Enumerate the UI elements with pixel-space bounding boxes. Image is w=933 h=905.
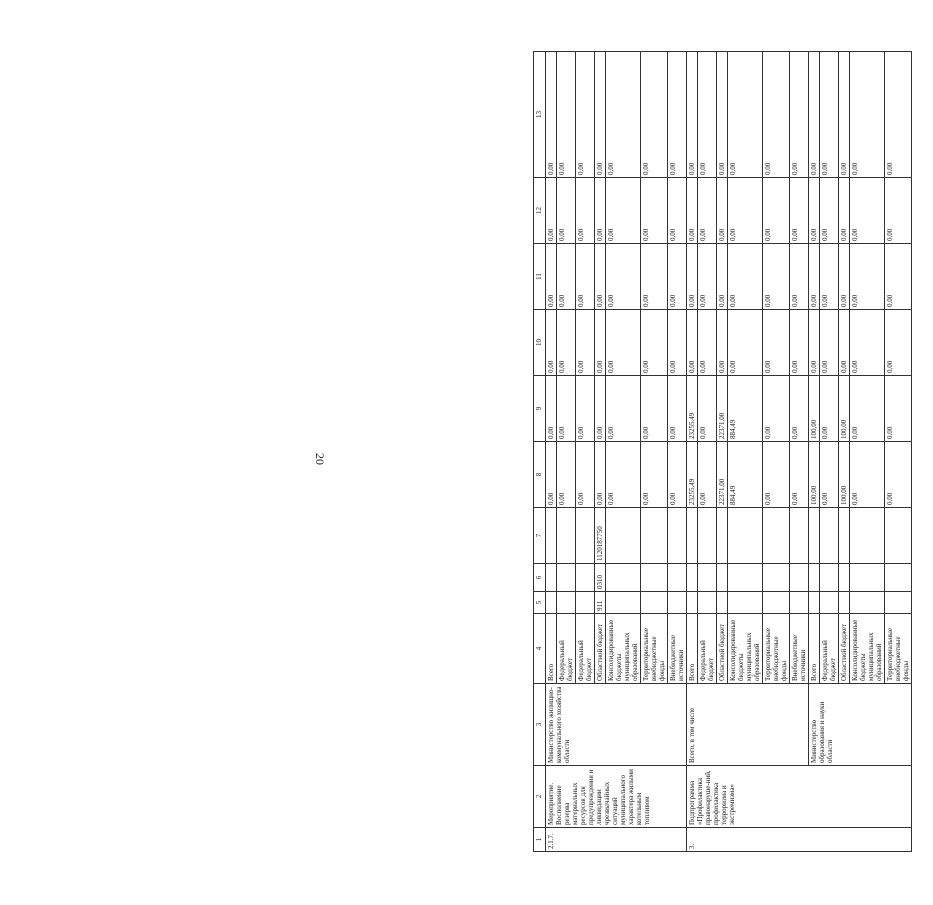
col-header: 9 [534, 376, 546, 442]
code-section [641, 564, 668, 592]
table-row [809, 52, 820, 852]
amount-cell: 0,00 [850, 52, 885, 178]
amount-cell: 0,00 [809, 244, 820, 310]
table-row [687, 52, 698, 852]
amount-cell: 0,00 [606, 178, 641, 244]
funding-source: Всего [546, 614, 557, 684]
amount-cell: 100,00 [809, 376, 820, 442]
code-section [606, 564, 641, 592]
amount-cell: 0,00 [546, 310, 557, 376]
amount-cell: 0,00 [763, 310, 790, 376]
amount-cell: 0,00 [790, 244, 809, 310]
amount-cell: 0,00 [557, 244, 576, 310]
amount-cell: 0,00 [885, 52, 912, 178]
amount-cell: 0,00 [809, 310, 820, 376]
responsible-executor: Всего, в том числе [687, 684, 809, 766]
amount-cell: 0,00 [790, 178, 809, 244]
amount-cell: 0,00 [820, 244, 839, 310]
amount-cell: 0,00 [763, 376, 790, 442]
funding-source: Областной бюджет [595, 614, 606, 684]
amount-cell: 0,00 [839, 244, 850, 310]
code-grbs [698, 592, 717, 614]
funding-source: Федеральный бюджет [698, 614, 717, 684]
header-row [534, 52, 546, 852]
amount-cell: 0,00 [885, 442, 912, 508]
funding-source: Федеральный бюджет [820, 614, 839, 684]
amount-cell: 0,00 [809, 178, 820, 244]
amount-cell: 0,00 [606, 244, 641, 310]
funding-source: Внебюджетные источники [790, 614, 809, 684]
code-section [763, 564, 790, 592]
col-header: 6 [534, 564, 546, 592]
amount-cell: 0,00 [576, 52, 595, 178]
amount-cell: 0,00 [763, 178, 790, 244]
amount-cell: 0,00 [717, 178, 728, 244]
amount-cell: 0,00 [820, 178, 839, 244]
amount-cell: 0,00 [641, 178, 668, 244]
code-grbs [576, 592, 595, 614]
code-target [576, 508, 595, 564]
code-target [698, 508, 717, 564]
code-grbs [668, 592, 687, 614]
amount-cell: 0,00 [641, 52, 668, 178]
col-header: 13 [534, 52, 546, 178]
code-target [790, 508, 809, 564]
amount-cell: 0,00 [698, 310, 717, 376]
code-section [668, 564, 687, 592]
code-target [839, 508, 850, 564]
code-target [820, 508, 839, 564]
amount-cell: 0,00 [790, 52, 809, 178]
funding-source: Всего [809, 614, 820, 684]
code-target [763, 508, 790, 564]
program-name: Подпрограмма «Профилактика правонаруше-ний, профилактика терроризма и экстремизма» [687, 766, 912, 828]
amount-cell: 0,00 [728, 310, 763, 376]
code-section: 0310 [595, 564, 606, 592]
amount-cell: 0,00 [820, 442, 839, 508]
amount-cell: 0,00 [546, 52, 557, 178]
amount-cell: 0,00 [668, 376, 687, 442]
col-header: 12 [534, 178, 546, 244]
amount-cell: 0,00 [820, 310, 839, 376]
amount-cell: 0,00 [698, 52, 717, 178]
funding-source: Консолидированные бюджеты муниципальных образований [606, 614, 641, 684]
code-target [717, 508, 728, 564]
amount-cell: 0,00 [885, 244, 912, 310]
row-number: 3. [687, 828, 912, 852]
col-header: 7 [534, 508, 546, 564]
row-number: 2.1.7. [546, 828, 687, 852]
code-section [820, 564, 839, 592]
page-number: 20 [313, 453, 327, 465]
col-header: 3 [534, 684, 546, 766]
amount-cell: 0,00 [839, 310, 850, 376]
code-target [809, 508, 820, 564]
code-section [557, 564, 576, 592]
code-section [839, 564, 850, 592]
amount-cell: 0,00 [763, 52, 790, 178]
code-target [546, 508, 557, 564]
amount-cell: 0,00 [687, 52, 698, 178]
program-name: Мероприятие. Восполнение резерва материальных ресурсов для предупреждения и ликвидации чрезвычайных ситуаций муниципального характера жилыми котельным топливом [546, 766, 687, 828]
amount-cell: 100,00 [839, 442, 850, 508]
budget-table [533, 51, 912, 852]
amount-cell: 0,00 [885, 178, 912, 244]
amount-cell: 22371,00 [717, 376, 728, 442]
amount-cell: 0,00 [885, 376, 912, 442]
col-header: 1 [534, 828, 546, 852]
amount-cell: 0,00 [557, 442, 576, 508]
amount-cell: 0,00 [728, 178, 763, 244]
code-target [850, 508, 885, 564]
funding-source: Федеральный бюджет [576, 614, 595, 684]
funding-source: Областной бюджет [839, 614, 850, 684]
code-grbs [820, 592, 839, 614]
amount-cell: 0,00 [595, 376, 606, 442]
amount-cell: 0,00 [576, 376, 595, 442]
amount-cell: 0,00 [717, 310, 728, 376]
amount-cell: 0,00 [687, 310, 698, 376]
amount-cell: 0,00 [698, 442, 717, 508]
funding-source: Территориальные внебюджетные фонды [885, 614, 912, 684]
amount-cell: 0,00 [728, 244, 763, 310]
amount-cell: 0,00 [763, 244, 790, 310]
amount-cell: 0,00 [641, 376, 668, 442]
amount-cell: 0,00 [698, 178, 717, 244]
rotated-table-container [533, 52, 933, 852]
code-target [606, 508, 641, 564]
amount-cell: 0,00 [557, 310, 576, 376]
code-grbs [885, 592, 912, 614]
amount-cell: 0,00 [641, 442, 668, 508]
code-grbs [557, 592, 576, 614]
funding-source: Консолидированные бюджеты муниципальных образований [850, 614, 885, 684]
code-grbs [641, 592, 668, 614]
amount-cell: 100,00 [839, 376, 850, 442]
amount-cell: 0,00 [850, 442, 885, 508]
col-header: 2 [534, 766, 546, 828]
code-grbs [717, 592, 728, 614]
code-grbs [763, 592, 790, 614]
amount-cell: 0,00 [606, 310, 641, 376]
amount-cell: 0,00 [687, 244, 698, 310]
amount-cell: 0,00 [839, 178, 850, 244]
code-target [885, 508, 912, 564]
table-row [546, 52, 557, 852]
code-section [790, 564, 809, 592]
amount-cell: 0,00 [850, 376, 885, 442]
code-section [717, 564, 728, 592]
amount-cell: 0,00 [546, 178, 557, 244]
code-section [576, 564, 595, 592]
amount-cell: 0,00 [546, 442, 557, 508]
code-grbs [850, 592, 885, 614]
amount-cell: 0,00 [606, 376, 641, 442]
funding-source: Консолидированные бюджеты муниципальных образований [728, 614, 763, 684]
amount-cell: 0,00 [668, 310, 687, 376]
amount-cell: 0,00 [763, 442, 790, 508]
code-section [687, 564, 698, 592]
funding-source: Территориальные внебюджетные фонды [763, 614, 790, 684]
amount-cell: 0,00 [728, 52, 763, 178]
col-header: 10 [534, 310, 546, 376]
amount-cell: 0,00 [850, 178, 885, 244]
amount-cell: 0,00 [557, 376, 576, 442]
amount-cell: 0,00 [606, 52, 641, 178]
amount-cell: 0,00 [885, 310, 912, 376]
amount-cell: 0,00 [546, 376, 557, 442]
amount-cell: 0,00 [790, 376, 809, 442]
code-grbs [546, 592, 557, 614]
code-section [728, 564, 763, 592]
funding-source: Всего [687, 614, 698, 684]
funding-source: Территориальные внебюджетные фонды [641, 614, 668, 684]
amount-cell: 0,00 [595, 178, 606, 244]
code-target [557, 508, 576, 564]
amount-cell: 0,00 [641, 310, 668, 376]
amount-cell: 0,00 [820, 52, 839, 178]
funding-source: Федеральный бюджет [557, 614, 576, 684]
code-target [641, 508, 668, 564]
amount-cell: 0,00 [557, 178, 576, 244]
amount-cell: 0,00 [595, 52, 606, 178]
amount-cell: 0,00 [717, 244, 728, 310]
amount-cell: 0,00 [850, 310, 885, 376]
amount-cell: 0,00 [839, 52, 850, 178]
amount-cell: 0,00 [576, 178, 595, 244]
code-section [885, 564, 912, 592]
amount-cell: 0,00 [717, 52, 728, 178]
col-header: 11 [534, 244, 546, 310]
col-header: 8 [534, 442, 546, 508]
funding-source: Областной бюджет [717, 614, 728, 684]
amount-cell: 0,00 [557, 52, 576, 178]
amount-cell: 22371,00 [717, 442, 728, 508]
amount-cell: 0,00 [687, 178, 698, 244]
amount-cell: 0,00 [809, 52, 820, 178]
code-section [546, 564, 557, 592]
code-target [687, 508, 698, 564]
amount-cell: 0,00 [576, 442, 595, 508]
amount-cell: 0,00 [546, 244, 557, 310]
code-target: 1120187750 [595, 508, 606, 564]
code-target [668, 508, 687, 564]
amount-cell: 884,49 [728, 376, 763, 442]
code-grbs [728, 592, 763, 614]
code-grbs [809, 592, 820, 614]
amount-cell: 0,00 [576, 310, 595, 376]
amount-cell: 0,00 [698, 244, 717, 310]
amount-cell: 100,00 [809, 442, 820, 508]
amount-cell: 0,00 [595, 442, 606, 508]
amount-cell: 0,00 [606, 442, 641, 508]
amount-cell: 0,00 [668, 178, 687, 244]
code-section [850, 564, 885, 592]
amount-cell: 23255,49 [687, 376, 698, 442]
col-header: 4 [534, 614, 546, 684]
amount-cell: 0,00 [668, 52, 687, 178]
code-target [728, 508, 763, 564]
amount-cell: 23255,49 [687, 442, 698, 508]
amount-cell: 0,00 [850, 244, 885, 310]
responsible-executor: Министерство жилищно-коммунального хозяйства области [546, 684, 687, 766]
amount-cell: 0,00 [668, 244, 687, 310]
code-grbs [790, 592, 809, 614]
amount-cell: 0,00 [820, 376, 839, 442]
amount-cell: 0,00 [595, 244, 606, 310]
col-header: 5 [534, 592, 546, 614]
code-grbs [839, 592, 850, 614]
responsible-executor: Министерство образования и науки области [809, 684, 912, 766]
amount-cell: 0,00 [790, 442, 809, 508]
code-grbs [606, 592, 641, 614]
amount-cell: 884,49 [728, 442, 763, 508]
amount-cell: 0,00 [668, 442, 687, 508]
amount-cell: 0,00 [698, 376, 717, 442]
code-grbs [687, 592, 698, 614]
amount-cell: 0,00 [641, 244, 668, 310]
amount-cell: 0,00 [576, 244, 595, 310]
amount-cell: 0,00 [790, 310, 809, 376]
amount-cell: 0,00 [595, 310, 606, 376]
code-grbs: 911 [595, 592, 606, 614]
code-section [698, 564, 717, 592]
code-section [809, 564, 820, 592]
funding-source: Внебюджетные источники [668, 614, 687, 684]
